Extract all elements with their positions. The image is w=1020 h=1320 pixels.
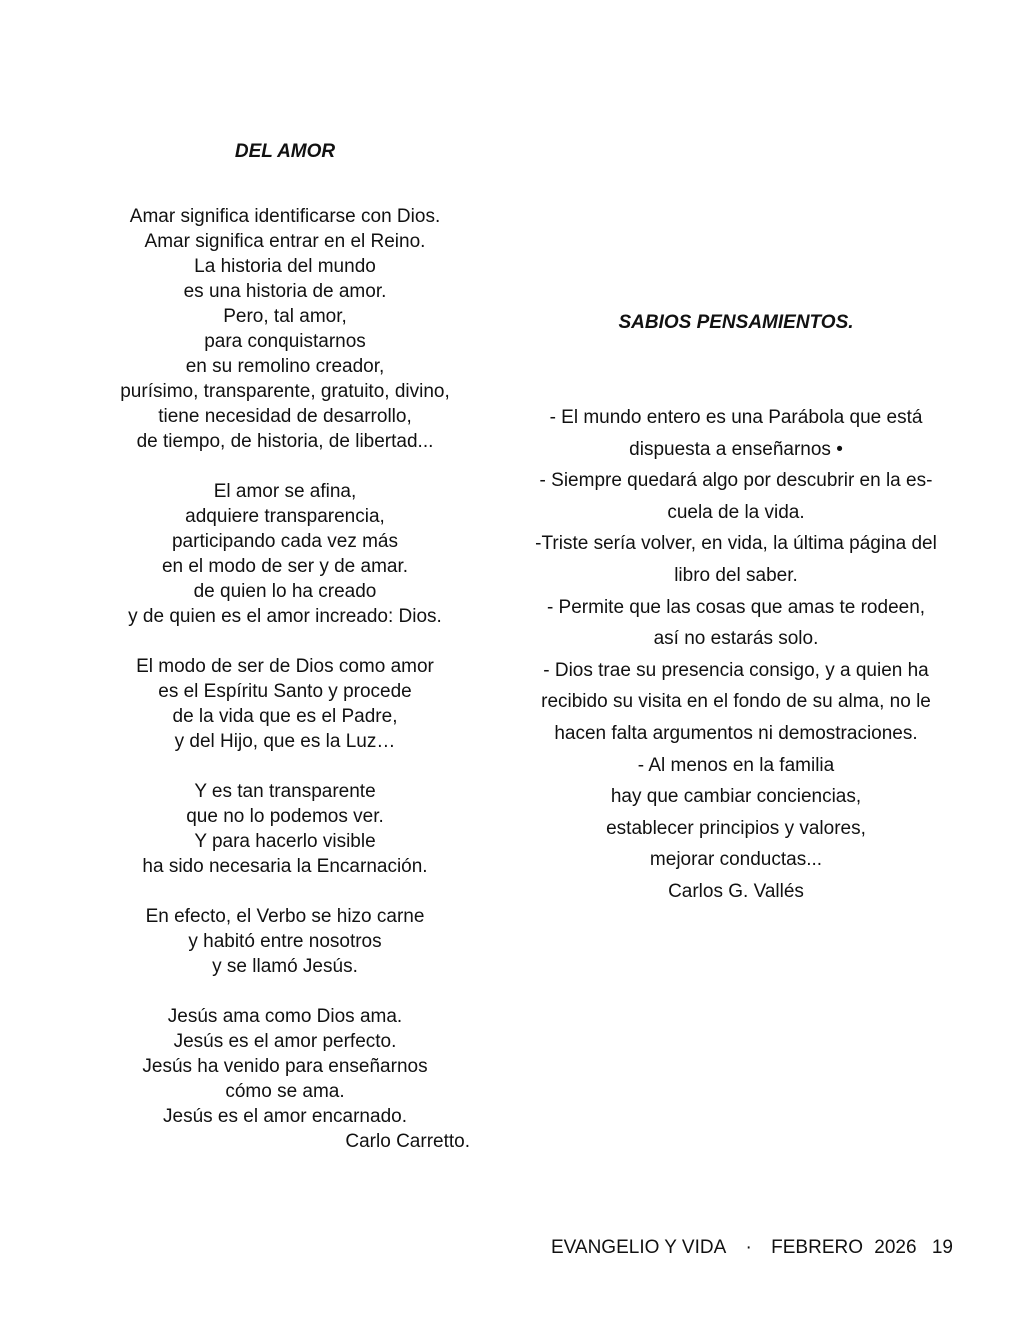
poem-line: Y es tan transparente: [194, 781, 376, 802]
thought-line: - Permite que las cosas que amas te rodeen,: [546, 596, 926, 618]
poem-title: DEL AMOR: [234, 141, 336, 162]
poem-line: Jesús es el amor perfecto.: [173, 1031, 397, 1052]
thought-line: establecer principios y valores,: [606, 817, 866, 839]
thoughts-title: SABIOS PENSAMIENTOS.: [618, 312, 854, 333]
thought-line: hacen falta argumentos ni demostraciones.: [554, 722, 918, 744]
poem-line: y del Hijo, que es la Luz…: [174, 731, 396, 752]
poem-line: El modo de ser de Dios como amor: [136, 656, 434, 677]
poem-line: para conquistarnos: [204, 331, 366, 352]
poem-stanza: [100, 204, 470, 454]
poem-line: Jesús es el amor encarnado.: [163, 1106, 407, 1127]
poem-line: tiene necesidad de desarrollo,: [158, 406, 412, 427]
poem-line: y se llamó Jesús.: [212, 956, 358, 977]
publication-name: EVANGELIO Y VIDA: [550, 1237, 727, 1258]
poem-line: en su remolino creador,: [185, 356, 385, 377]
thought-line: -Triste sería volver, en vida, la última página del: [535, 533, 937, 555]
thoughts-body: [515, 402, 957, 908]
thought-line: libro del saber.: [674, 564, 798, 586]
poem-body: [100, 204, 470, 1154]
poem-line: Y para hacerlo visible: [194, 831, 376, 852]
poem-line: La historia del mundo: [194, 256, 376, 277]
thoughts-author: Carlos G. Vallés: [668, 880, 804, 902]
thought-line: mejorar conductas...: [649, 849, 823, 871]
poem-author: Carlo Carretto.: [345, 1131, 470, 1152]
poem-stanza: [100, 904, 470, 979]
poem-line: Pero, tal amor,: [223, 306, 347, 327]
poem-line: y de quien es el amor increado: Dios.: [128, 606, 442, 627]
poem-line: en el modo de ser y de amar.: [161, 556, 409, 577]
thought-line: hay que cambiar conciencias,: [610, 786, 862, 808]
poem-line: Jesús ama como Dios ama.: [167, 1006, 403, 1027]
poem-line: purísimo, transparente, gratuito, divino,: [120, 381, 450, 402]
footer-separator: ·: [745, 1237, 752, 1258]
poem-stanza: [100, 1004, 470, 1129]
poem-line: El amor se afina,: [213, 481, 357, 502]
poem-line: adquiere transparencia,: [185, 506, 385, 527]
poem-line: de tiempo, de historia, de libertad...: [136, 431, 434, 452]
thought-line: cuela de la vida.: [667, 501, 805, 523]
poem-line: que no lo podemos ver.: [186, 806, 384, 827]
poem-stanza: [100, 654, 470, 754]
poem-stanza: [100, 779, 470, 879]
poem-line: ha sido necesaria la Encarnación.: [142, 856, 428, 877]
issue-year: 2026: [874, 1237, 917, 1258]
thought-line: - Al menos en la familia: [637, 754, 835, 776]
poem-line: participando cada vez más: [171, 531, 398, 552]
poem-line: cómo se ama.: [225, 1081, 345, 1102]
page-footer: [551, 1236, 953, 1260]
poem-line: es el Espíritu Santo y procede: [158, 681, 412, 702]
thought-line: - Siempre quedará algo por descubrir en la es-: [539, 470, 933, 492]
poem-line: y habitó entre nosotros: [188, 931, 382, 952]
thought-line: así no estarás solo.: [653, 628, 819, 650]
thought-line: - Dios trae su presencia consigo, y a quien ha: [543, 659, 929, 681]
page-number: 19: [931, 1237, 953, 1258]
poem-line: Jesús ha venido para enseñarnos: [142, 1056, 428, 1077]
poem-line: Amar significa entrar en el Reino.: [144, 231, 426, 252]
thought-line: dispuesta a enseñarnos •: [629, 438, 843, 460]
poem-line: Amar significa identificarse con Dios.: [129, 206, 441, 227]
poem-line: es una historia de amor.: [183, 281, 387, 302]
poem-line: de quien lo ha creado: [193, 581, 377, 602]
poem-line: En efecto, el Verbo se hizo carne: [145, 906, 425, 927]
thought-line: - El mundo entero es una Parábola que está: [549, 407, 923, 428]
poem-line: de la vida que es el Padre,: [172, 706, 398, 727]
poem-stanza: [100, 479, 470, 629]
issue-month: FEBRERO: [771, 1237, 864, 1258]
thought-line: recibido su visita en el fondo de su alma, no le: [541, 691, 931, 713]
